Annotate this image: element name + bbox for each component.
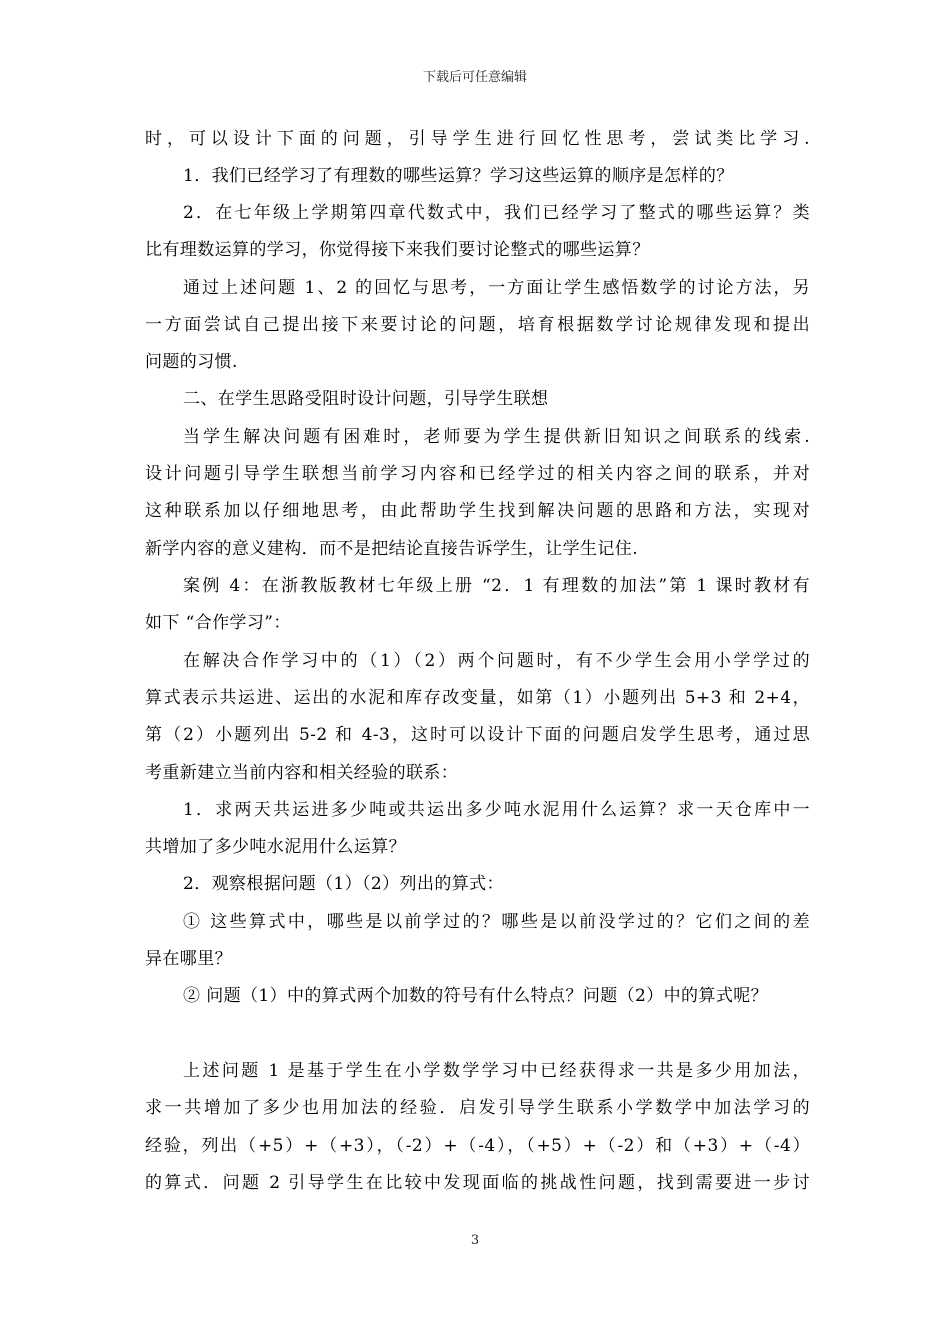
text-line: 问题的习惯. xyxy=(145,352,238,372)
text-line: 案例 4：在浙教版教材七年级上册 “2．1 有理数的加法”第 1 课时教材有 xyxy=(183,576,810,596)
text-line: 比有理数运算的学习，你觉得接下来我们要讨论整式的哪些运算？ xyxy=(145,240,650,260)
text-line: 一方面尝试自己提出接下来要讨论的问题，培育根据数学讨论规律发现和提出 xyxy=(145,315,810,335)
text-line: 上述问题 1 是基于学生在小学数学学习中已经获得求一共是多少用加法， xyxy=(183,1061,810,1081)
text-line: 的算式．问题 2 引导学生在比较中发现面临的挑战性问题，找到需要进一步讨 xyxy=(145,1173,810,1193)
text-line: 求一共增加了多少也用加法的经验．启发引导学生联系小学数学中加法学习的 xyxy=(145,1098,810,1118)
text-line: 1．求两天共运进多少吨或共运出多少吨水泥用什么运算？求一天仓库中一 xyxy=(183,800,810,820)
text-line: ② 问题（1）中的算式两个加数的符号有什么特点？问题（2）中的算式呢？ xyxy=(183,986,769,1006)
text-line: 2．在七年级上学期第四章代数式中，我们已经学习了整式的哪些运算？类 xyxy=(183,203,810,223)
page-header: 下载后可任意编辑 xyxy=(422,70,527,85)
page-number: 3 xyxy=(470,1233,480,1248)
text-line: 考重新建立当前内容和相关经验的联系： xyxy=(145,763,459,783)
text-line: 这种联系加以仔细地思考，由此帮助学生找到解决问题的思路和方法，实现对 xyxy=(145,501,810,521)
text-line: 时，可以设计下面的问题，引导学生进行回忆性思考，尝试类比学习. xyxy=(145,129,810,149)
text-line: 第（2）小题列出 5-2 和 4-3，这时可以设计下面的问题启发学生思考，通过思 xyxy=(145,725,810,745)
text-line: 在解决合作学习中的（1）（2）两个问题时，有不少学生会用小学学过的 xyxy=(183,651,810,671)
text-line: 1．我们已经学习了有理数的哪些运算？学习这些运算的顺序是怎样的？ xyxy=(183,166,734,186)
text-line: 共增加了多少吨水泥用什么运算？ xyxy=(145,837,406,857)
text-line: 如下 “合作学习”： xyxy=(145,613,291,633)
text-line: 异在哪里？ xyxy=(145,949,232,969)
text-line: 2．观察根据问题（1）（2）列出的算式： xyxy=(183,874,504,894)
text-line: 当学生解决问题有困难时，老师要为学生提供新旧知识之间联系的线索. xyxy=(183,427,810,447)
text-line: 设计问题引导学生联想当前学习内容和已经学过的相关内容之间的联系，并对 xyxy=(145,464,810,484)
text-line: 算式表示共运进、运出的水泥和库存改变量，如第（1）小题列出 5+3 和 2+4， xyxy=(145,688,810,708)
text-line: 通过上述问题 1、2 的回忆与思考，一方面让学生感悟数学的讨论方法，另 xyxy=(183,278,810,298)
text-line: ① 这些算式中，哪些是以前学过的？哪些是以前没学过的？它们之间的差 xyxy=(183,912,810,932)
text-line: 经验，列出（+5）+（+3），（-2）+（-4），（+5）+（-2）和（+3）+（-4） xyxy=(145,1136,810,1156)
text-line: 新学内容的意义建构．而不是把结论直接告诉学生，让学生记住. xyxy=(145,539,639,559)
section-heading: 二、在学生思路受阻时设计问题，引导学生联想 xyxy=(183,389,549,409)
